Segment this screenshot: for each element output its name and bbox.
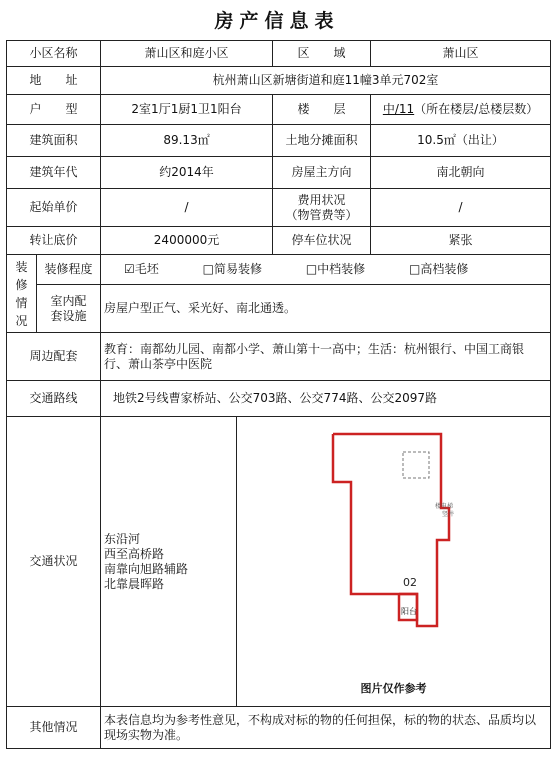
traffic-south: 南靠向旭路辅路 [104,561,189,576]
other-label: 其他情况 [7,707,101,749]
decor-option-label: 毛坯 [134,262,159,276]
decor-option-label: 中档装修 [317,262,366,276]
floor-label: 楼 层 [273,95,371,125]
surroundings-value: 教育：南都幼儿园、南都小学、萧山第十一高中；生活：杭州银行、中国工商银行、萧山茶亭中医院 [101,333,551,381]
surroundings-label: 周边配套 [7,333,101,381]
traffic-north: 北靠晨晖路 [104,576,165,591]
row-transit-route [7,381,551,417]
parking-label: 停车位状况 [273,227,371,255]
traffic-label: 交通状况 [7,417,101,707]
decor-option-mid[interactable] [306,262,365,277]
facilities-value: 房屋户型正气、采光好、南北通透。 [101,285,551,333]
start-price-value: / [101,189,273,227]
transfer-price-value: 2400000元 [101,227,273,255]
row-transfer [7,227,551,255]
address-label: 地 址 [7,67,101,95]
checkbox-checked-icon: ☑ [124,262,135,276]
land-area-label: 土地分摊面积 [273,125,371,157]
row-layout [7,95,551,125]
row-facilities [7,285,551,333]
fee-status-label-line1: 费用状况 [297,192,346,207]
elevator-label-1: 楼电梯 [435,502,454,510]
unit-label: 02 [403,575,418,589]
address-value: 杭州萧山区新塘街道和庭11幢3单元702室 [101,67,551,95]
traffic-value [101,417,237,707]
fee-status-value: / [371,189,551,227]
checkbox-icon: □ [409,262,421,276]
layout-value: 2室1厅1厨1卫1阳台 [101,95,273,125]
row-area [7,125,551,157]
other-value: 本表信息均为参考性意见，不构成对标的物的任何担保，标的物的状态、品质均以现场实物为准。 [101,707,551,749]
decor-char-2: 修 [15,277,28,292]
area-value: 89.13㎡ [101,125,273,157]
balcony-label: 阳台 [401,606,418,616]
year-value: 约2014年 [101,157,273,189]
decor-option-label: 高档装修 [420,262,469,276]
page-title: 房产信息表 [214,10,340,32]
floorplan-outline [333,434,449,626]
decor-option-label: 简易装修 [213,262,262,276]
transfer-price-label: 转让底价 [7,227,101,255]
row-surroundings [7,333,551,381]
transit-route-label: 交通路线 [7,381,101,417]
floor-value [371,95,551,125]
elevator-label-2: 竖井 [442,510,455,518]
traffic-west: 西至高桥路 [104,546,165,561]
fee-status-label-line2: （物管费等） [285,207,358,222]
district-label: 区 域 [273,41,371,67]
decor-char-4: 况 [15,313,28,328]
transit-route-value: 地铁2号线曹家桥站、公交703路、公交774路、公交2097路 [101,381,551,417]
decor-option-simple[interactable] [203,262,262,277]
decor-char-3: 情 [15,295,28,310]
floorplan-caption: 图片仅作参考 [360,682,427,696]
row-other [7,707,551,749]
row-community [7,41,551,67]
decor-section-label [7,255,37,333]
row-year [7,157,551,189]
parking-value: 紧张 [371,227,551,255]
floor-note: （所在楼层/总楼层数） [414,102,539,116]
orientation-value: 南北朝向 [371,157,551,189]
traffic-east: 东沿河 [104,531,141,546]
decor-option-rough[interactable] [124,262,159,277]
facilities-label [37,285,101,333]
land-area-value: 10.5㎡（出让） [371,125,551,157]
floorplan-cell [237,417,551,707]
row-price [7,189,551,227]
row-address [7,67,551,95]
checkbox-icon: □ [202,262,214,276]
orientation-label: 房屋主方向 [273,157,371,189]
checkbox-icon: □ [305,262,318,276]
floorplan-image [237,418,551,706]
decor-level-label: 装修程度 [37,255,101,285]
layout-label: 户 型 [7,95,101,125]
row-traffic [7,417,551,707]
decor-options [101,255,551,285]
community-label: 小区名称 [7,41,101,67]
fee-status-label [273,189,371,227]
year-label: 建筑年代 [7,157,101,189]
facilities-label-line1: 室内配 [50,293,87,308]
decor-option-high[interactable] [409,262,468,277]
stair-shaft-icon [403,452,429,478]
floor-main: 中/11 [382,102,415,116]
area-label: 建筑面积 [7,125,101,157]
row-decor-level [7,255,551,285]
facilities-label-line2: 套设施 [50,308,87,323]
district-value: 萧山区 [371,41,551,67]
start-price-label: 起始单价 [7,189,101,227]
community-value: 萧山区和庭小区 [101,41,273,67]
property-table [6,40,551,749]
decor-char-1: 装 [15,259,28,274]
